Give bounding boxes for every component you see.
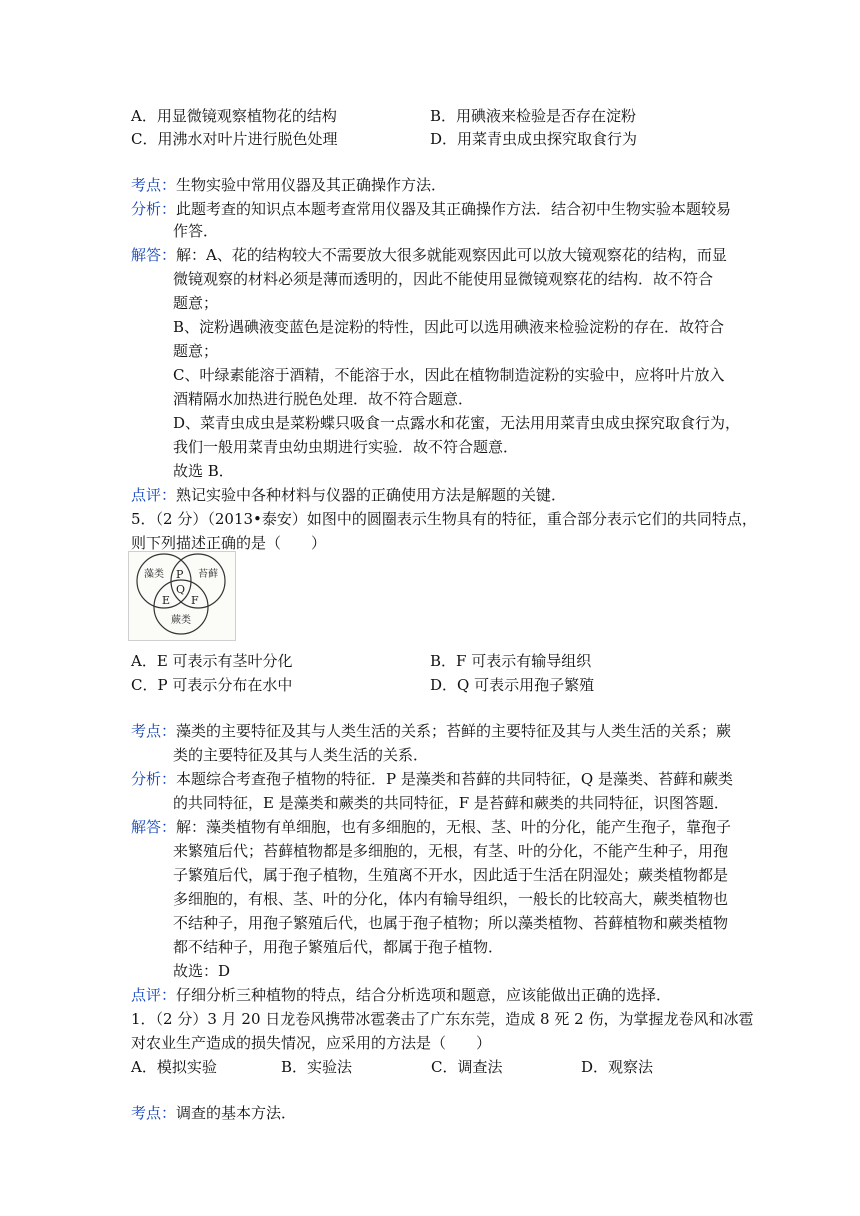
jieda-line: B、淀粉遇碘液变蓝色是淀粉的特性，因此可以选用碘液来检验淀粉的存在．故符合 — [173, 318, 725, 336]
kaodian-text: 调查的基本方法． — [176, 1104, 297, 1122]
q1-stem-line: 对农业生产造成的损失情况，应采用的方法是（ ） — [131, 1034, 492, 1052]
jieda-label: 解答： — [131, 246, 177, 264]
fenxi-line: 的共同特征，E 是藻类和蕨类的共同特征，F 是苔藓和蕨类的共同特征，识图答题． — [173, 794, 729, 812]
jieda-line: 都不结种子，用孢子繁殖后代，都属于孢子植物． — [173, 938, 504, 956]
q4-option-b: B．用碘液来检验是否存在淀粉 — [430, 107, 637, 125]
q4-jieda — [131, 245, 727, 265]
jieda-line: 我们一般用菜青虫幼虫期进行实验．故不符合题意． — [173, 438, 519, 456]
kaodian-label: 考点： — [131, 1104, 177, 1122]
jieda-line: 解：A、花的结构较大不需要放大很多就能观察因此可以放大镜观察花的结构，而显 — [176, 246, 727, 264]
q5-fenxi — [131, 769, 733, 789]
q1-option-a: A．模拟实验 — [131, 1058, 217, 1076]
q5-stem-line: 5．（2 分）（2013•泰安）如图中的圆圈表示生物具有的特征，重合部分表示它们的共同特点， — [131, 510, 757, 528]
region-f-label: F — [191, 594, 199, 607]
q1-option-d: D．观察法 — [581, 1058, 654, 1076]
region-e-label: E — [162, 594, 171, 607]
q5-dianping — [131, 985, 671, 1005]
q5-jieda — [131, 817, 731, 837]
jieda-line: 微镜观察的材料必须是薄而透明的，因此不能使用显微镜观察花的结构．故不符合 — [173, 270, 714, 288]
jieda-line: 故选：D — [173, 962, 231, 980]
jieda-line: 解：藻类植物有单细胞，也有多细胞的，无根、茎、叶的分化，能产生孢子，靠孢子 — [176, 818, 732, 836]
dianping-label: 点评： — [131, 986, 177, 1004]
kaodian-line: 藻类的主要特征及其与人类生活的关系；苔鲜的主要特征及其与人类生活的关系；蕨 — [176, 722, 732, 740]
q5-stem-line: 则下列描述正确的是（ ） — [131, 534, 327, 552]
moss-label: 苔藓 — [198, 569, 218, 580]
fern-label: 蕨类 — [171, 615, 191, 626]
q1-kaodian — [131, 1103, 296, 1123]
q1-stem-line: 1．（2 分）3 月 20 日龙卷风携带冰雹袭击了广东东莞，造成 8 死 2 伤，为掌握龙卷风和冰雹 — [131, 1010, 754, 1028]
dianping-text: 仔细分析三种植物的特点，结合分析选项和题意，应该能做出正确的选择． — [176, 986, 672, 1004]
jieda-line: 故选 B． — [173, 462, 234, 480]
q5-option-d: D．Q 可表示用孢子繁殖 — [430, 676, 595, 694]
q4-kaodian — [131, 175, 446, 195]
kaodian-text: 生物实验中常用仪器及其正确操作方法． — [176, 176, 447, 194]
fenxi-line: 此题考查的知识点本题考查常用仪器及其正确操作方法．结合初中生物实验本题较易 — [176, 200, 732, 218]
jieda-label: 解答： — [131, 818, 177, 836]
dianping-label: 点评： — [131, 486, 177, 504]
kaodian-label: 考点： — [131, 176, 177, 194]
q1-option-c: C．调查法 — [431, 1058, 503, 1076]
q5-option-a: A．E 可表示有茎叶分化 — [131, 652, 293, 670]
jieda-line: 题意； — [173, 342, 219, 360]
q4-option-c: C．用沸水对叶片进行脱色处理 — [131, 130, 338, 148]
fenxi-line: 本题综合考查孢子植物的特征．P 是藻类和苔藓的共同特征，Q 是藻类、苔藓和蕨类 — [176, 770, 733, 788]
q4-option-a: A．用显微镜观察植物花的结构 — [131, 107, 337, 125]
jieda-line: C、叶绿素能溶于酒精，不能溶于水，因此在植物制造淀粉的实验中，应将叶片放入 — [173, 366, 725, 384]
fenxi-label: 分析： — [131, 200, 177, 218]
jieda-line: 题意； — [173, 294, 219, 312]
q1-option-b: B．实验法 — [281, 1058, 353, 1076]
jieda-line: D、菜青虫成虫是菜粉蝶只吸食一点露水和花蜜，无法用用菜青虫成虫探究取食行为， — [173, 414, 741, 432]
q4-dianping — [131, 485, 566, 505]
q5-kaodian — [131, 721, 731, 741]
fenxi-line: 作答． — [173, 222, 219, 240]
venn-diagram — [128, 551, 236, 641]
kaodian-label: 考点： — [131, 722, 177, 740]
jieda-line: 子繁殖后代，属于孢子植物，生殖离不开水，因此适于生活在阴湿处；蕨类植物都是 — [173, 866, 729, 884]
q5-option-c: C．P 可表示分布在水中 — [131, 676, 293, 694]
algae-label: 藻类 — [144, 569, 164, 580]
fenxi-label: 分析： — [131, 770, 177, 788]
region-p-label: P — [176, 568, 184, 581]
q4-option-d: D．用菜青虫成虫探究取食行为 — [430, 130, 638, 148]
dianping-text: 熟记实验中各种材料与仪器的正确使用方法是解题的关键． — [176, 486, 567, 504]
jieda-line: 酒精隔水加热进行脱色处理．故不符合题意． — [173, 390, 474, 408]
jieda-line: 不结种子，用孢子繁殖后代，也属于孢子植物；所以藻类植物、苔藓植物和蕨类植物 — [173, 914, 729, 932]
q5-option-b: B．F 可表示有输导组织 — [430, 652, 592, 670]
q4-fenxi — [131, 199, 731, 219]
jieda-line: 多细胞的，有根、茎、叶的分化，体内有输导组织，一般长的比较高大，蕨类植物也 — [173, 890, 729, 908]
kaodian-line: 类的主要特征及其与人类生活的关系． — [173, 746, 429, 764]
region-q-label: Q — [176, 583, 186, 596]
jieda-line: 来繁殖后代；苔藓植物都是多细胞的，无根，有茎、叶的分化，不能产生种子，用孢 — [173, 842, 729, 860]
